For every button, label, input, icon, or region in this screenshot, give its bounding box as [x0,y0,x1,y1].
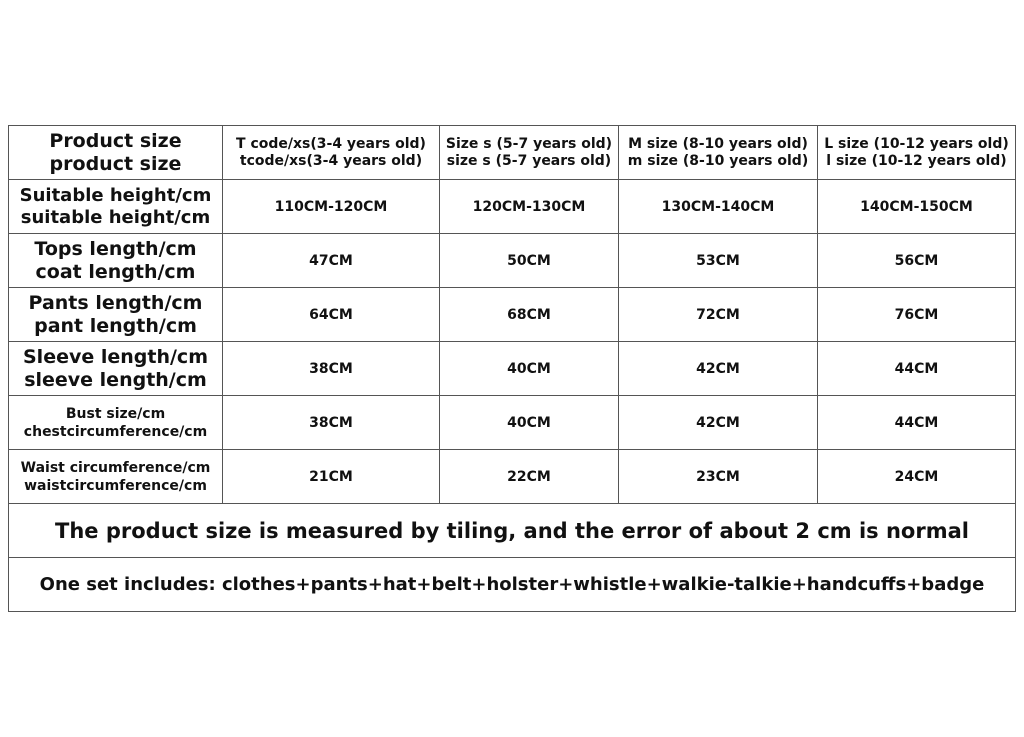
row-label-line-2: waistcircumference/cm [24,477,207,494]
measurement-note: The product size is measured by tiling, and the error of about 2 cm is normal [9,504,1016,558]
cell-value: 44CM [818,396,1016,450]
cell-value: 72CM [619,288,818,342]
row-waist-circumference [9,450,1016,504]
header-size-m-line-2: m size (8-10 years old) [627,152,809,169]
header-size-s-line-2: size s (5-7 years old) [446,152,612,169]
row-bust-size [9,396,1016,450]
row-label-line-2: pant length/cm [34,314,197,337]
header-size-m-line-1: M size (8-10 years old) [628,135,808,152]
cell-value: 110CM-120CM [223,180,440,234]
header-label-line-1: Product size [49,129,182,152]
row-label-line-1: Suitable height/cm [19,184,212,206]
header-label-cell [9,126,223,180]
header-size-xs-line-1: T code/xs(3-4 years old) [236,135,426,152]
cell-value: 24CM [818,450,1016,504]
row-label-line-1: Bust size/cm [65,405,166,422]
cell-value: 40CM [440,342,619,396]
cell-value: 40CM [440,396,619,450]
set-includes-note: One set includes: clothes+pants+hat+belt+holster+whistle+walkie-talkie+handcuffs+badge [9,558,1016,612]
row-tops-length [9,234,1016,288]
cell-value: 64CM [223,288,440,342]
row-label [9,450,223,504]
cell-value: 140CM-150CM [818,180,1016,234]
cell-value: 47CM [223,234,440,288]
row-label [9,234,223,288]
row-label-line-1: Pants length/cm [28,291,203,314]
cell-value: 23CM [619,450,818,504]
header-size-m [619,126,818,180]
row-label [9,342,223,396]
header-size-xs [223,126,440,180]
cell-value: 120CM-130CM [440,180,619,234]
header-size-s-line-1: Size s (5-7 years old) [445,135,613,152]
header-size-s [440,126,619,180]
cell-value: 76CM [818,288,1016,342]
cell-value: 130CM-140CM [619,180,818,234]
cell-value: 38CM [223,396,440,450]
row-label-line-1: Waist circumference/cm [20,459,211,476]
cell-value: 68CM [440,288,619,342]
row-label-line-2: suitable height/cm [20,206,211,228]
header-label-line-2: product size [49,152,182,175]
row-suitable-height [9,180,1016,234]
header-row [9,126,1016,180]
size-chart-table [8,125,1016,612]
row-label [9,396,223,450]
note-row-set-includes [9,558,1016,612]
header-size-l [818,126,1016,180]
header-size-l-line-2: l size (10-12 years old) [826,152,1007,169]
cell-value: 21CM [223,450,440,504]
row-label-line-1: Tops length/cm [34,237,197,260]
row-label [9,288,223,342]
row-label-line-2: chestcircumference/cm [23,423,208,440]
row-pants-length [9,288,1016,342]
cell-value: 42CM [619,342,818,396]
row-label [9,180,223,234]
header-size-xs-line-2: tcode/xs(3-4 years old) [239,152,423,169]
row-label-line-2: sleeve length/cm [24,368,207,391]
row-sleeve-length [9,342,1016,396]
row-label-line-2: coat length/cm [35,260,196,283]
cell-value: 42CM [619,396,818,450]
row-label-line-1: Sleeve length/cm [23,345,208,368]
cell-value: 38CM [223,342,440,396]
cell-value: 22CM [440,450,619,504]
cell-value: 56CM [818,234,1016,288]
cell-value: 50CM [440,234,619,288]
cell-value: 53CM [619,234,818,288]
cell-value: 44CM [818,342,1016,396]
note-row-measurement [9,504,1016,558]
header-size-l-line-1: L size (10-12 years old) [824,135,1009,152]
